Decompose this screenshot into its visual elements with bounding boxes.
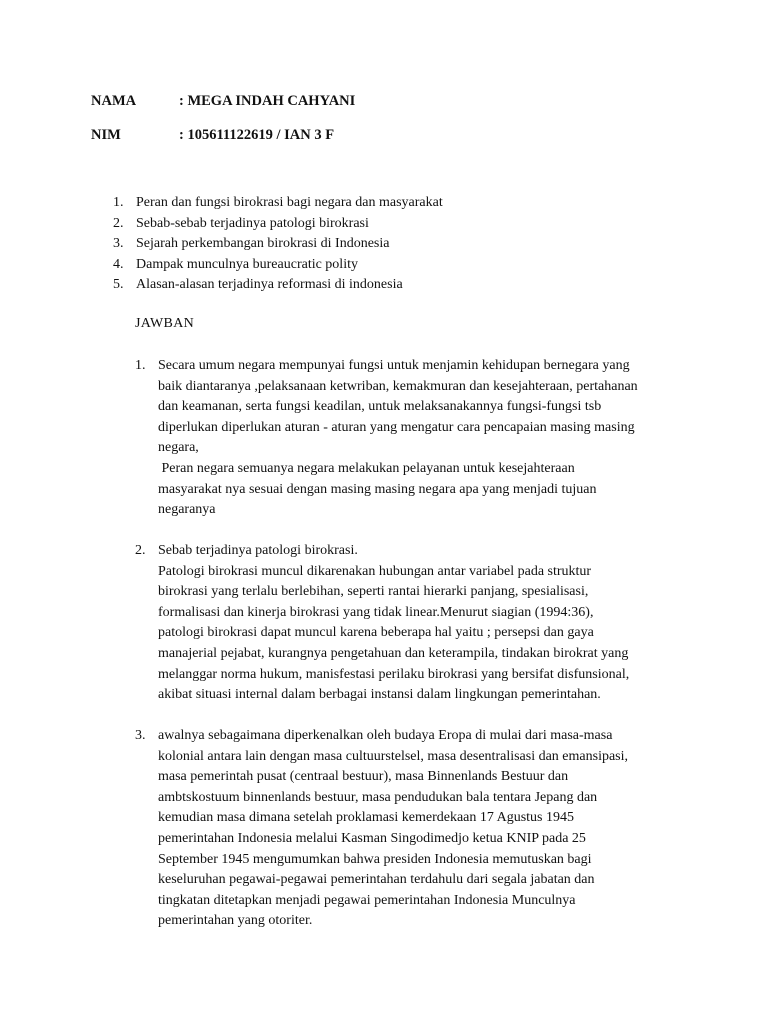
question-text: Dampak munculnya bureaucratic polity (136, 256, 358, 272)
question-item (113, 275, 443, 296)
nama-value: : MEGA INDAH CAHYANI (179, 93, 356, 109)
nama-label: NAMA (91, 93, 137, 109)
answer-body (158, 726, 695, 932)
answer-line: kolonial antara lain dengan masa cultuurstelsel, masa desentralisasi dan emansipasi, (158, 748, 629, 764)
answer-number: 3. (135, 728, 146, 743)
answer-line: melanggar norma hukum, manisfestasi perilaku birokrasi yang bersifat disfunsional, (158, 666, 630, 682)
answer-line: keseluruhan pegawai-pegawai pemerintahan terdahulu dari segala jabatan dan (158, 872, 595, 888)
answer-number: 1. (135, 358, 146, 373)
question-item (113, 255, 443, 276)
answer-line: Patologi birokrasi muncul dikarenakan hubungan antar variabel pada struktur (158, 563, 592, 579)
answer-line: baik diantaranya ,pelaksanaan ketwriban, kemakmuran dan kesejahteraan, pertahanan (158, 378, 638, 394)
answer-line: patologi birokrasi dapat muncul karena beberapa hal yaitu ; persepsi dan gaya (158, 625, 594, 641)
answer-line: kemudian masa dimana setelah proklamasi kemerdekaan 17 Agustus 1945 (158, 810, 575, 826)
question-text: Peran dan fungsi birokrasi bagi negara dan masyarakat (136, 195, 443, 210)
answer-line: pemerintahan yang otoriter. (158, 913, 313, 929)
question-item (113, 193, 443, 214)
answer-line: birokrasi yang terlalu berlebihan, seperti rantai hierarki panjang, spesialisasi, (158, 584, 589, 600)
question-list (113, 193, 443, 296)
answer-line: masa pemerintah pusat (centraal bestuur), masa Binnenlands Bestuur dan (158, 769, 569, 785)
question-item (113, 234, 443, 255)
answer-body (158, 541, 695, 706)
answer-line: ambtskostuum binnenlands bestuur, masa pendudukan bala tentara Jepang dan (158, 789, 598, 805)
jawban-heading: JAWBAN (135, 316, 195, 331)
question-number: 2. (113, 215, 124, 231)
question-number: 4. (113, 256, 124, 272)
nim-label: NIM (91, 127, 121, 143)
answer-line: Sebab terjadinya patologi birokrasi. (158, 543, 358, 558)
question-number: 3. (113, 236, 124, 252)
question-text: Sebab-sebab terjadinya patologi birokrasi (136, 215, 369, 231)
question-text: Alasan-alasan terjadinya reformasi di indonesia (136, 277, 403, 293)
answer-body (158, 356, 695, 521)
answer-line: diperlukan diperlukan aturan - aturan yang mengatur cara pencapaian masing masing (158, 419, 635, 435)
answer-line: pemerintahan Indonesia melalui Kasman Singodimedjo ketua KNIP pada 25 (158, 830, 586, 846)
question-number: 5. (113, 277, 124, 293)
answer-block (135, 356, 695, 521)
question-number: 1. (113, 195, 124, 210)
answer-block (135, 541, 695, 706)
answer-line: negaranya (158, 502, 216, 518)
answer-line: Peran negara semuanya negara melakukan pelayanan untuk kesejahteraan (158, 460, 575, 476)
answer-line: awalnya sebagaimana diperkenalkan oleh budaya Eropa di mulai dari masa-masa (158, 728, 613, 743)
answer-line: akibat situasi internal dalam berbagai instansi dalam lingkungan pemerintahan. (158, 687, 601, 703)
answer-line: manajerial pejabat, kurangnya pengetahuan dan keterampila, tindakan birokrat yang (158, 645, 629, 661)
answer-number: 2. (135, 543, 146, 558)
question-text: Sejarah perkembangan birokrasi di Indonesia (136, 236, 390, 252)
answer-line: Secara umum negara mempunyai fungsi untuk menjamin kehidupan bernegara yang (158, 358, 630, 373)
answer-line: September 1945 mengumumkan bahwa presiden Indonesia memutuskan bagi (158, 851, 592, 867)
answer-line: masyarakat nya sesuai dengan masing masing negara apa yang menjadi tujuan (158, 481, 597, 497)
answer-line: negara, (158, 440, 199, 456)
answer-line: dan keamanan, serta fungsi keadilan, untuk melaksanakannya fungsi-fungsi tsb (158, 399, 602, 415)
question-item (113, 214, 443, 235)
answer-line: tingkatan ditetapkan menjadi pegawai pemerintahan Indonesia Munculnya (158, 892, 576, 908)
answer-line: formalisasi dan kinerja birokrasi yang tidak linear.Menurut siagian (1994:36), (158, 604, 594, 620)
nim-value: : 105611122619 / IAN 3 F (179, 127, 335, 143)
answer-block (135, 726, 695, 932)
